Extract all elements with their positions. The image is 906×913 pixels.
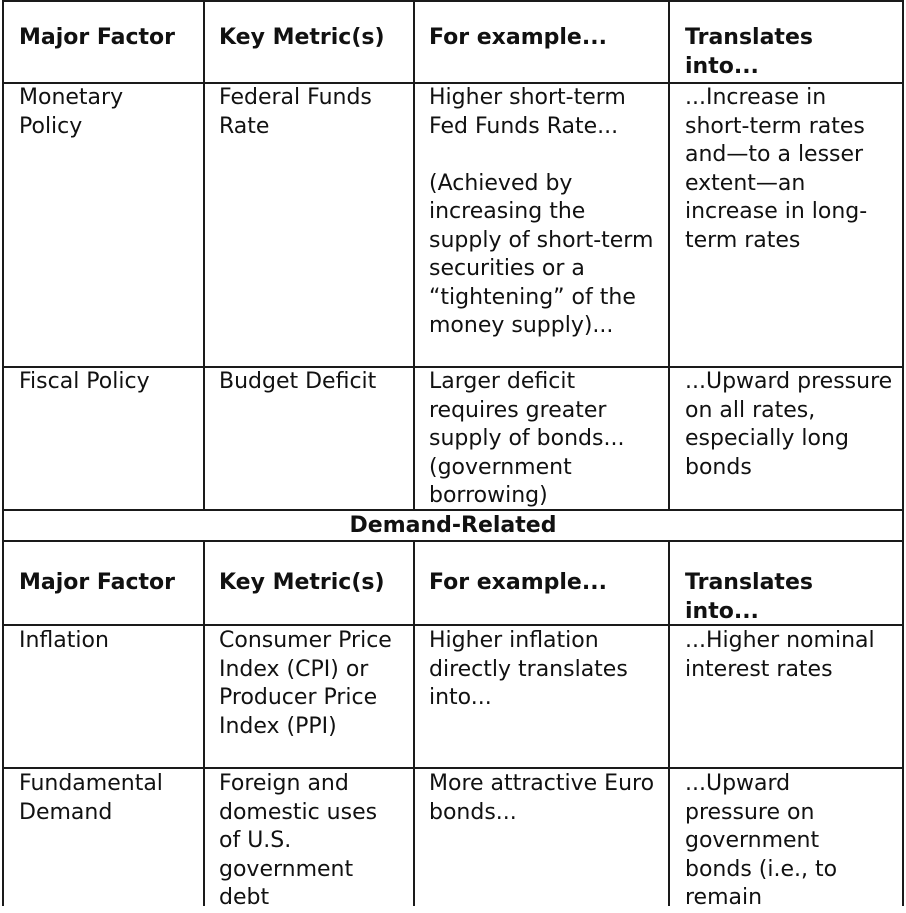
table-cell-major-factor: Monetary Policy xyxy=(19,85,124,139)
table-cell-key-metric: Consumer Price Index (CPI) or Producer Price Index (PPI) xyxy=(219,628,392,739)
table-cell-translates-into: ...Increase in short-term rates and—to a lesser extent—an increase in long-term rates xyxy=(685,85,868,253)
table-cell-for-example: Higher inflation directly translates into... xyxy=(429,628,628,710)
table-cell-translates-into: ...Upward pressure on government bonds (i.e., to remain xyxy=(685,771,838,910)
table-cell-for-example: More attractive Euro bonds... xyxy=(429,771,655,825)
table-cell-translates-into: ...Higher nominal interest rates xyxy=(685,628,875,682)
column-header-for-example: For example... xyxy=(429,570,607,595)
column-divider xyxy=(668,540,670,906)
table-cell-translates-into: ...Upward pressure on all rates, especially long bonds xyxy=(685,369,893,480)
column-divider xyxy=(413,0,415,511)
table-border-left xyxy=(2,540,4,906)
table-cell-key-metric: Budget Deficit xyxy=(219,369,377,394)
column-header-major-factor: Major Factor xyxy=(19,25,176,50)
column-header-key-metric: Key Metric(s) xyxy=(219,570,385,595)
table-cell-key-metric: Federal Funds Rate xyxy=(219,85,372,139)
column-divider xyxy=(203,540,205,906)
section-divider-bottom xyxy=(2,540,904,542)
table-cell-major-factor: Fundamental Demand xyxy=(19,771,163,825)
table-border-top xyxy=(2,0,904,2)
table-cell-key-metric: Foreign and domestic uses of U.S. government debt xyxy=(219,771,378,910)
column-divider xyxy=(413,540,415,906)
column-header-major-factor: Major Factor xyxy=(19,570,176,595)
column-header-translates-into: Translates into... xyxy=(685,25,813,79)
table-cell-for-example: Larger deficit requires greater supply of bonds... (government borrowing) xyxy=(429,369,625,508)
table-border-left xyxy=(2,0,4,511)
column-divider xyxy=(203,0,205,511)
column-header-translates-into: Translates into... xyxy=(685,570,813,624)
row-divider xyxy=(2,767,904,769)
table-cell-for-example: Higher short-term Fed Funds Rate... (Achieved by increasing the supply of short-term securities or a “tightening” of the money supply)... xyxy=(429,85,654,338)
table-cell-major-factor: Fiscal Policy xyxy=(19,369,150,394)
column-header-for-example: For example... xyxy=(429,25,607,50)
table-cell-major-factor: Inflation xyxy=(19,628,109,653)
column-divider xyxy=(668,0,670,511)
table-border-right xyxy=(902,0,904,906)
column-header-key-metric: Key Metric(s) xyxy=(219,25,385,50)
section-title-demand-related: Demand-Related xyxy=(349,513,557,538)
